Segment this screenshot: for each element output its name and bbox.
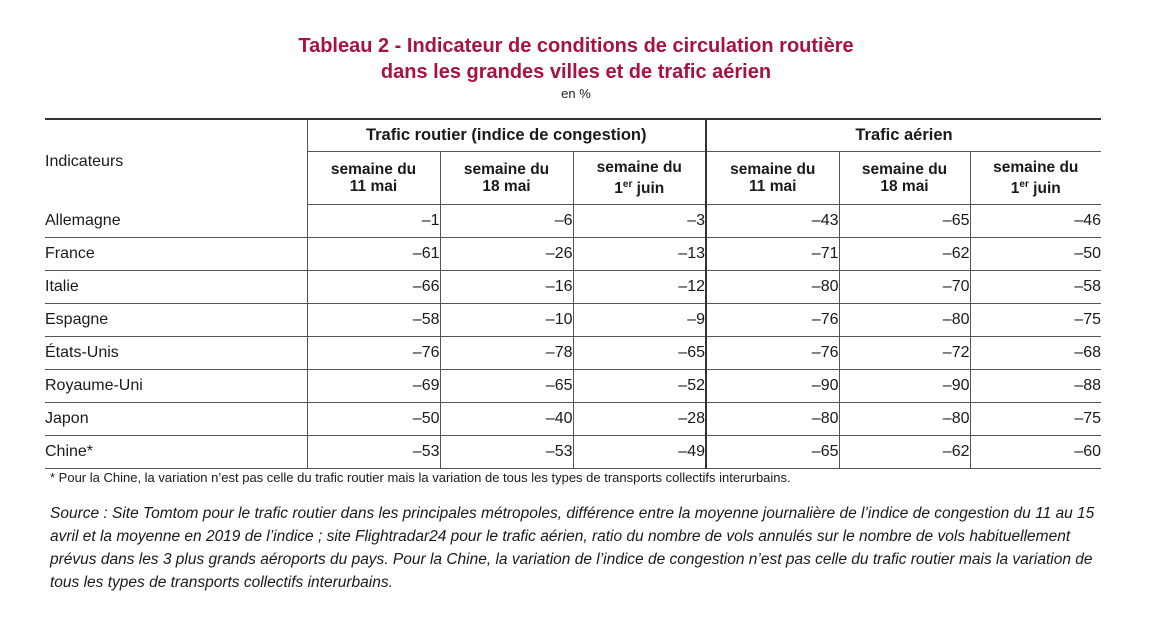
table-row [45,403,1101,436]
table-row [45,238,1101,271]
value-cell: –49 [573,436,706,469]
value-cell: –65 [706,436,839,469]
value-cell: –50 [970,238,1101,271]
value-cell: –40 [440,403,573,436]
value-cell: –72 [839,337,970,370]
value-cell: –76 [706,337,839,370]
value-cell: –62 [839,238,970,271]
value-cell: –65 [573,337,706,370]
table-title-line1: Tableau 2 - Indicateur de conditions de circulation routière [298,35,854,57]
value-cell: –78 [440,337,573,370]
value-cell: –26 [440,238,573,271]
value-cell: –90 [839,370,970,403]
value-cell: –43 [706,205,839,238]
value-cell: –12 [573,271,706,304]
value-cell: –65 [839,205,970,238]
value-cell: –58 [307,304,440,337]
table-row [45,436,1101,469]
value-cell: –80 [839,403,970,436]
header-road-week-11-may: semaine du 11 mai [307,152,440,205]
value-cell: –13 [573,238,706,271]
value-cell: –60 [970,436,1101,469]
table-row [45,304,1101,337]
value-cell: –68 [970,337,1101,370]
value-cell: –80 [706,271,839,304]
value-cell: –70 [839,271,970,304]
header-air-week-18-may: semaine du 18 mai [839,152,970,205]
country-cell: Italie [45,271,307,304]
country-cell: Allemagne [45,205,307,238]
value-cell: –46 [970,205,1101,238]
country-cell: France [45,238,307,271]
value-cell: –6 [440,205,573,238]
table-row [45,370,1101,403]
country-cell: Chine* [45,436,307,469]
header-road-week-18-may: semaine du 18 mai [440,152,573,205]
value-cell: –76 [706,304,839,337]
value-cell: –1 [307,205,440,238]
country-cell: États-Unis [45,337,307,370]
value-cell: –53 [440,436,573,469]
value-cell: –88 [970,370,1101,403]
road-traffic-group-header: Trafic routier (indice de congestion) [307,119,706,152]
value-cell: –66 [307,271,440,304]
value-cell: –28 [573,403,706,436]
table-title-line2: dans les grandes villes et de trafic aérien [380,61,772,83]
country-cell: Japon [45,403,307,436]
value-cell: –61 [307,238,440,271]
value-cell: –62 [839,436,970,469]
country-cell: Royaume-Uni [45,370,307,403]
value-cell: –3 [573,205,706,238]
value-cell: –71 [706,238,839,271]
header-road-week-1-june: semaine du 1er juin [573,152,706,205]
value-cell: –16 [440,271,573,304]
value-cell: –75 [970,403,1101,436]
table-row [45,337,1101,370]
value-cell: –76 [307,337,440,370]
country-cell: Espagne [45,304,307,337]
value-cell: –80 [706,403,839,436]
table-row [45,205,1101,238]
value-cell: –10 [440,304,573,337]
table-row [45,271,1101,304]
unit-label: en % [561,86,591,101]
value-cell: –69 [307,370,440,403]
value-cell: –75 [970,304,1101,337]
footnote: * Pour la Chine, la variation n’est pas celle du trafic routier mais la variation de tous les types de transports collectifs interurbains. [50,470,791,485]
value-cell: –9 [573,304,706,337]
value-cell: –53 [307,436,440,469]
source-note: Source : Site Tomtom pour le trafic routier dans les principales métropoles, différence entre la moyenne journalière de l’indice de congestion du 11 au 15 avril et la moyenne en 2019 de l’indice ; site Flightradar24 pour le trafic aérien, ratio du nombre de vols annulés sur le nombre de vols habituellement prévus dans les 3 plus grands aéroports du pays. Pour la Chine, la variation de l’indice de congestion n’est pas celle du trafic routier mais la variation de tous les types de transports collectifs interurbains. [50,505,1095,591]
header-air-week-11-may: semaine du 11 mai [706,152,839,205]
value-cell: –50 [307,403,440,436]
data-table [45,118,1101,469]
value-cell: –58 [970,271,1101,304]
air-traffic-group-header: Trafic aérien [706,119,1101,152]
value-cell: –52 [573,370,706,403]
value-cell: –80 [839,304,970,337]
value-cell: –65 [440,370,573,403]
header-air-week-1-june: semaine du 1er juin [970,152,1101,205]
indicators-header: Indicateurs [45,119,307,205]
value-cell: –90 [706,370,839,403]
